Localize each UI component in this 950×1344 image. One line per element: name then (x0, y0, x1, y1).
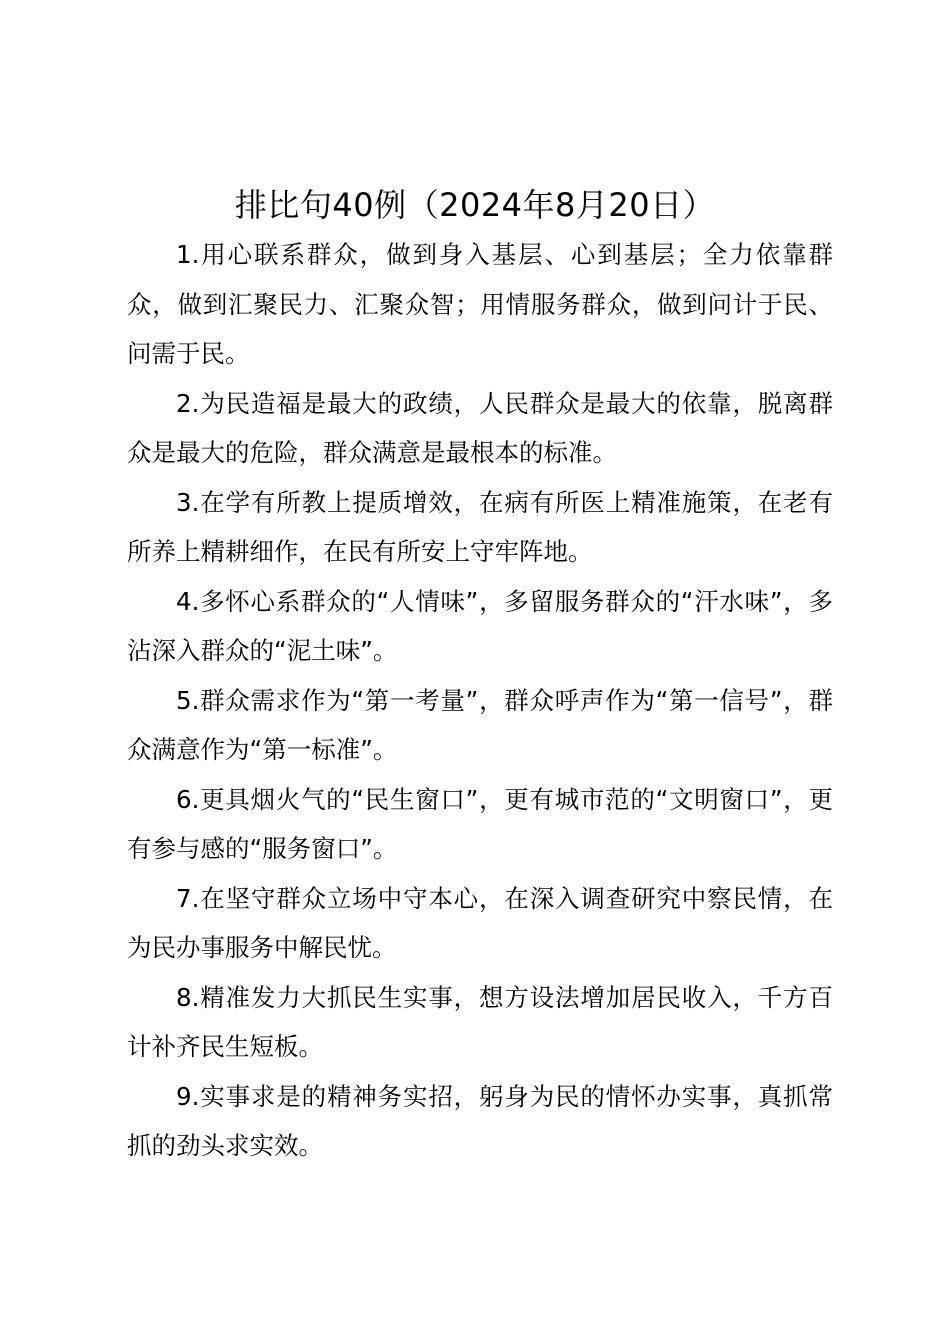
paragraph-5: 5.群众需求作为“第一考量”，群众呼声作为“第一信号”，群众满意作为“第一标准”。 (127, 685, 833, 764)
document-body (127, 230, 833, 1171)
paragraph-4: 4.多怀心系群众的“人情味”，多留服务群众的“汗水味”，多沾深入群众的“泥土味”。 (127, 586, 833, 665)
document-title: 排比句40例（2024年8月20日） (234, 186, 716, 224)
paragraph-8: 8.精准发力大抓民生实事，想方设法增加居民收入，千方百计补齐民生短板。 (127, 982, 833, 1061)
paragraph-9: 9.实事求是的精神务实招，躬身为民的情怀办实事，真抓常抓的劲头求实效。 (127, 1081, 833, 1160)
paragraph-1: 1.用心联系群众，做到身入基层、心到基层；全力依靠群众，做到汇聚民力、汇聚众智；用情服务群众，做到问计于民、问需于民。 (127, 240, 833, 368)
paragraph-2: 2.为民造福是最大的政绩，人民群众是最大的依靠，脱离群众是最大的危险，群众满意是最根本的标准。 (127, 388, 833, 467)
paragraph-3: 3.在学有所教上提质增效，在病有所医上精准施策，在老有所养上精耕细作，在民有所安上守牢阵地。 (127, 487, 833, 566)
paragraph-7: 7.在坚守群众立场中守本心，在深入调查研究中察民情，在为民办事服务中解民忧。 (127, 883, 833, 962)
paragraph-6: 6.更具烟火气的“民生窗口”，更有城市范的“文明窗口”，更有参与感的“服务窗口”。 (127, 784, 833, 863)
